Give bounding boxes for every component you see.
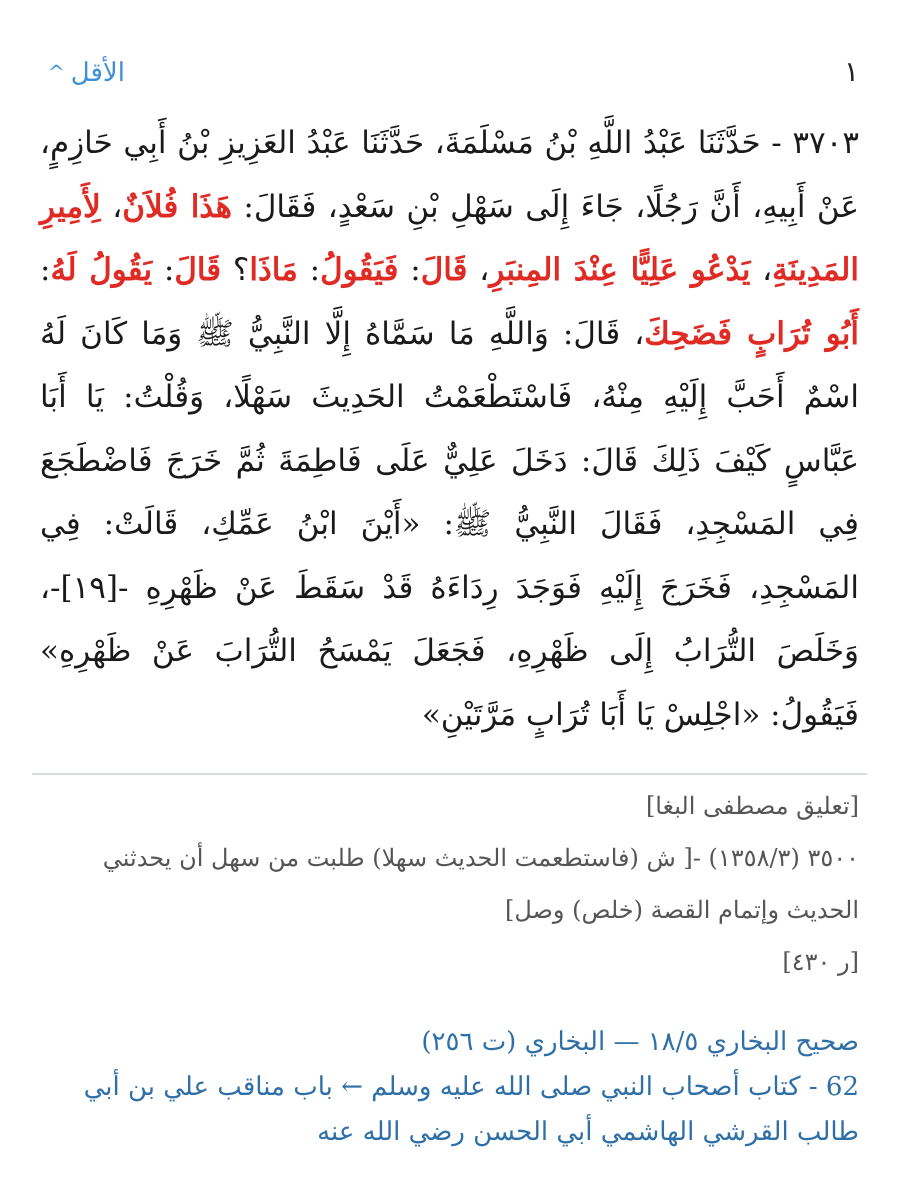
hadith-segment: : [398,252,421,288]
highlighted-phrase: فَيَقُولُ [320,252,399,288]
commentary-reference: [ر ٤٣٠] [782,948,859,976]
hadith-segment: : [40,252,51,288]
highlighted-phrase: قَالَ [174,252,222,288]
highlighted-phrase: يَقُولُ لَهُ [50,252,153,288]
highlighted-phrase: قَالَ [420,252,468,288]
chevron-up-icon: ^ [48,60,65,84]
collapse-label: الأقل [70,58,125,88]
highlighted-phrase: أَبُو تُرَابٍ فَضَحِكَ [644,315,859,352]
source-section [40,1020,859,1155]
hadith-text [40,112,859,747]
source-book-link[interactable]: صحيح البخاري ١٨/٥ — البخاري (ت ٢٥٦) [421,1027,859,1057]
page-header [40,52,859,96]
hadith-segment: : [297,252,321,288]
hadith-segment: ؟ [221,252,250,288]
collapse-button[interactable] [48,52,125,93]
highlighted-phrase: يَدْعُو عَلِيًّا عِنْدَ المِنبَرِ [489,252,751,288]
hadith-segment: ، [100,188,123,225]
highlighted-phrase: لِأَمِيرِ المَدِينَةِ [40,188,859,288]
hadith-segment: ، قَالَ: وَاللَّهِ مَا سَمَّاهُ إِلَّا النَّبِيُّ ﷺ وَمَا كَانَ لَهُ اسْمٌ أَحَبَّ إِلَيْهِ مِنْهُ، فَاسْتَطْعَمْتُ الحَدِيثَ سَهْلًا، وَقُلْتُ: يَا أَبَا عَبَّاسٍ كَيْفَ ذَلِكَ قَالَ: دَخَلَ عَلِيٌّ عَلَى فَاطِمَةَ ثُمَّ خَرَجَ فَاضْطَجَعَ فِي المَسْجِدِ، فَقَالَ النَّبِيُّ ﷺ: «أَيْنَ ابْنُ عَمِّكِ، قَالَتْ: فِي المَسْجِدِ، فَخَرَجَ إِلَيْهِ فَوَجَدَ رِدَاءَهُ قَدْ سَقَطَ عَنْ ظَهْرِهِ -[١٩]-، وَخَلَصَ التُّرَابُ إِلَى ظَهْرِهِ، فَجَعَلَ يَمْسَحُ التُّرَابَ عَنْ ظَهْرِهِ» فَيَقُولُ: «اجْلِسْ يَا أَبَا تُرَابٍ مَرَّتَيْنِ» [40,315,859,733]
hadith-segment: : [152,252,175,288]
highlighted-phrase: هَذَا فُلاَنٌ [122,188,232,225]
commentary-section [40,780,859,988]
hadith-segment: ، [750,252,773,288]
page-number: ١ [843,55,859,88]
divider [32,773,867,775]
highlighted-phrase: مَاذَا [249,252,298,288]
commentary-title: [تعليق مصطفى البغا] [645,792,859,820]
commentary-body: ٣٥٠٠ (١٣٥٨/٣) -[ ش (فاستطعمت الحديث سهلا) طلبت من سهل أن يحدثني الحديث وإتمام القصة (خلص) وصل] [102,844,859,924]
hadith-segment: ٣٧٠٣ - حَدَّثَنَا عَبْدُ اللَّهِ بْنُ مَسْلَمَةَ، حَدَّثَنَا عَبْدُ العَزِيزِ بْنُ أَبِي حَازِمٍ، عَنْ أَبِيهِ، أَنَّ رَجُلًا، جَاءَ إِلَى سَهْلِ بْنِ سَعْدٍ، فَقَالَ: [40,125,860,225]
hadith-segment: ، [467,252,490,288]
source-chapter-link[interactable]: 62 - كتاب أصحاب النبي صلى الله عليه وسلم ← باب مناقب علي بن أبي طالب القرشي الهاشمي أبي الحسن رضي الله عنه [83,1072,859,1147]
